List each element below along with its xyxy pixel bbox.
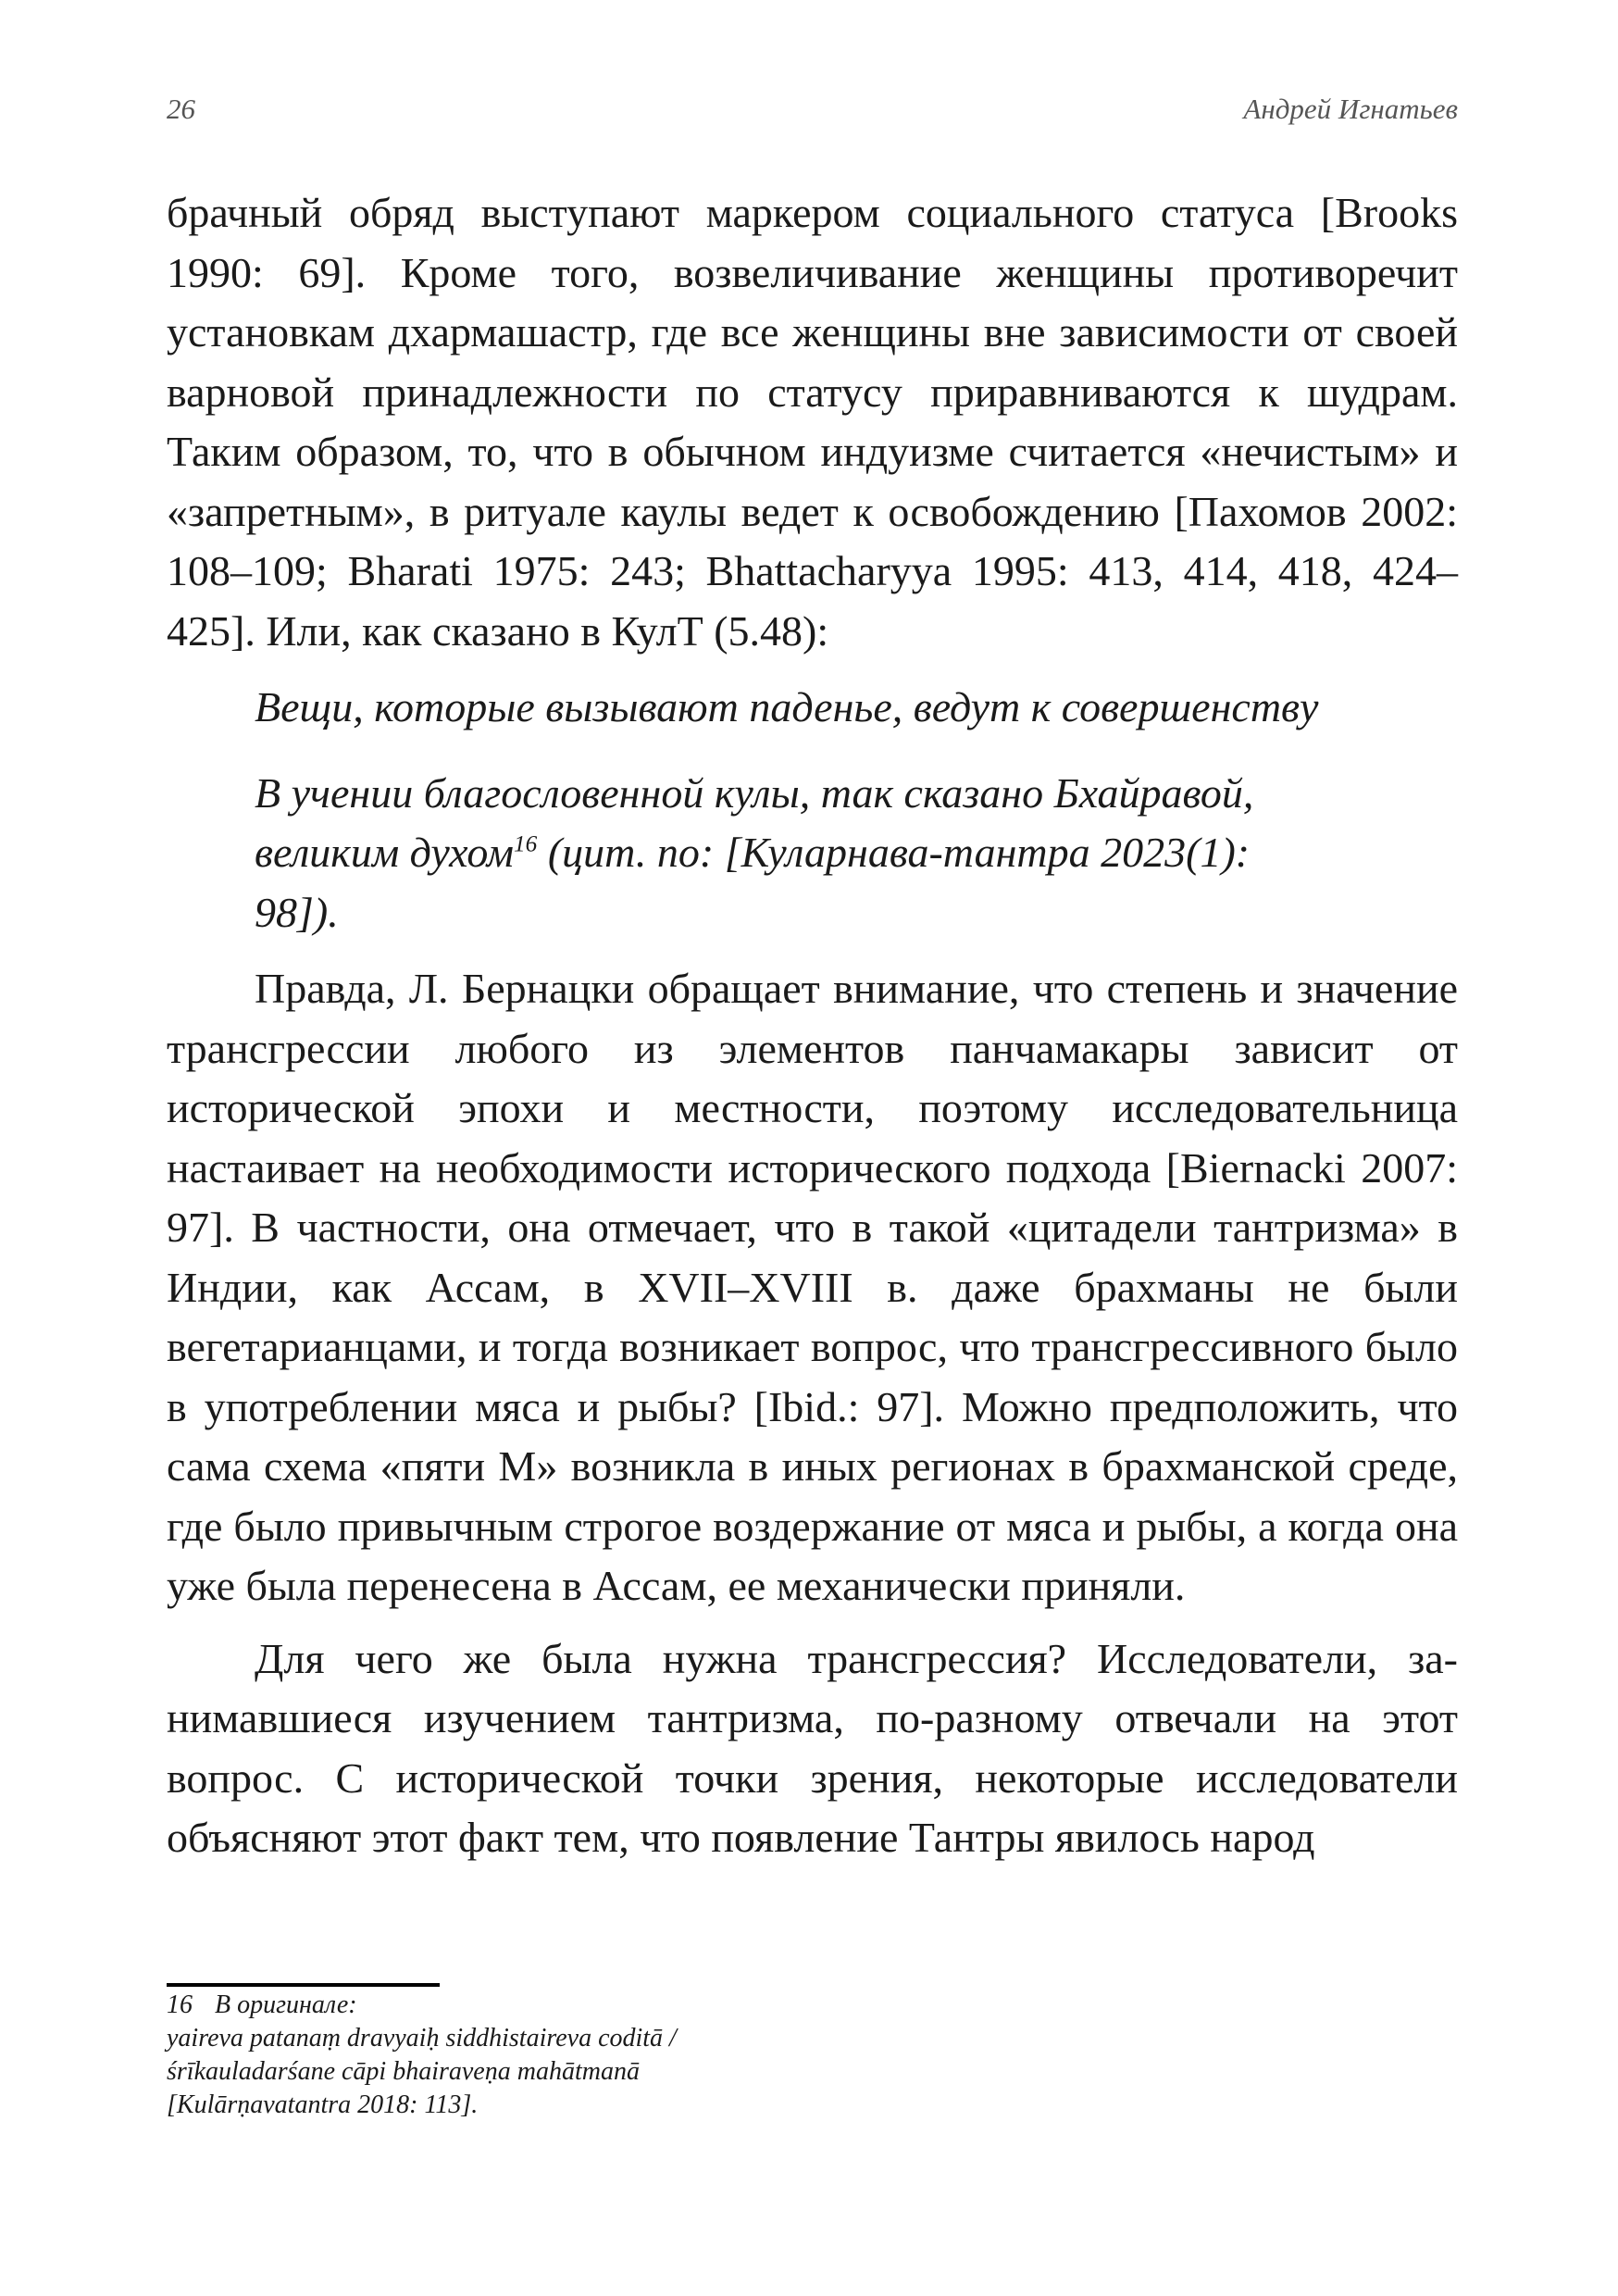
page-number: 26 bbox=[167, 93, 195, 125]
main-text bbox=[167, 183, 1458, 1868]
quote-line-2 bbox=[255, 764, 1342, 943]
paragraph-2: Правда, Л. Бернацки обращает внимание, что степень и значение трансгрессии любого из элементов панчамакары зависит от исторической эпохи и местности, поэтому исследовательница настаивает на необходимости исторического подхода [Biernacki 2007: 97]. В частности, она отмечает, что в такой «цитадели тантризма» в Индии, как Ассам, в XVII–XVIII в. даже брахманы не были вегетарианцами, и тогда возникает вопрос, что трансгрессивного было в употреблении мяса и рыбы? [Ibid.: 97]. Можно предположить, что сама схема «пяти М» возникла в иных регионах в брахманской среде, где было привычным строгое воздержание от мяса и рыбы, а когда она уже была перенесена в Ассам, ее механически приняли. bbox=[167, 965, 1458, 1609]
footnote bbox=[167, 1989, 1000, 2122]
quote-line-1: Вещи, которые вызывают паденье, ведут к совершенству bbox=[255, 683, 1319, 730]
footnote-divider bbox=[167, 1983, 440, 1987]
page-header bbox=[167, 93, 1458, 130]
running-header-author: Андрей Игнатьев bbox=[1243, 93, 1458, 125]
footnote-label: В оригинале: bbox=[215, 1990, 357, 2019]
footnote-reference[interactable]: 16 bbox=[514, 830, 538, 857]
verse-quote bbox=[255, 678, 1342, 942]
footnote-line-3: [Kulārṇavatantra 2018: 113]. bbox=[167, 2090, 479, 2119]
footnote-line-1: yaireva patanaṃ dravyaiḥ siddhistaireva coditā / bbox=[167, 2024, 677, 2053]
quote-citation: (цит. по: [Куларнава-тантра 2023(1): 98]). bbox=[255, 829, 1251, 936]
quote-line-2-text: В учении благословенной кулы, так сказано Бхайравой, великим духом bbox=[255, 768, 1254, 876]
paragraph-3: Для чего же была нужна трансгрессия? Исследователи, занимавшиеся изучением тантризма, по-разному отвечали на этот вопрос. С исторической точки зрения, некоторые исследователи объясняют этот факт тем, что появление Тантры явилось народ bbox=[167, 1634, 1458, 1861]
footnote-head bbox=[167, 1989, 1000, 2022]
footnote-line-2: śrīkauladarśane cāpi bhairaveṇa mahātmanā bbox=[167, 2057, 640, 2086]
paragraph-1: брачный обряд выступают маркером социального статуса [Brooks 1990: 69]. Кроме того, возвеличивание женщины противоречит установкам дхармашастр, где все женщины вне зависимости от своей варновой принадлежности по статусу приравниваются к шудрам. Таким образом, то, что в обычном индуизме считается «нечистым» и «запретным», в ритуале каулы ведет к освобождению [Пахомов 2002: 108–109; Bharati 1975: 243; Bhattacharyya 1995: 413, 414, 418, 424–425]. Или, как сказано в КулТ (5.48): bbox=[167, 189, 1458, 655]
footnote-number: 16 bbox=[167, 1990, 193, 2019]
